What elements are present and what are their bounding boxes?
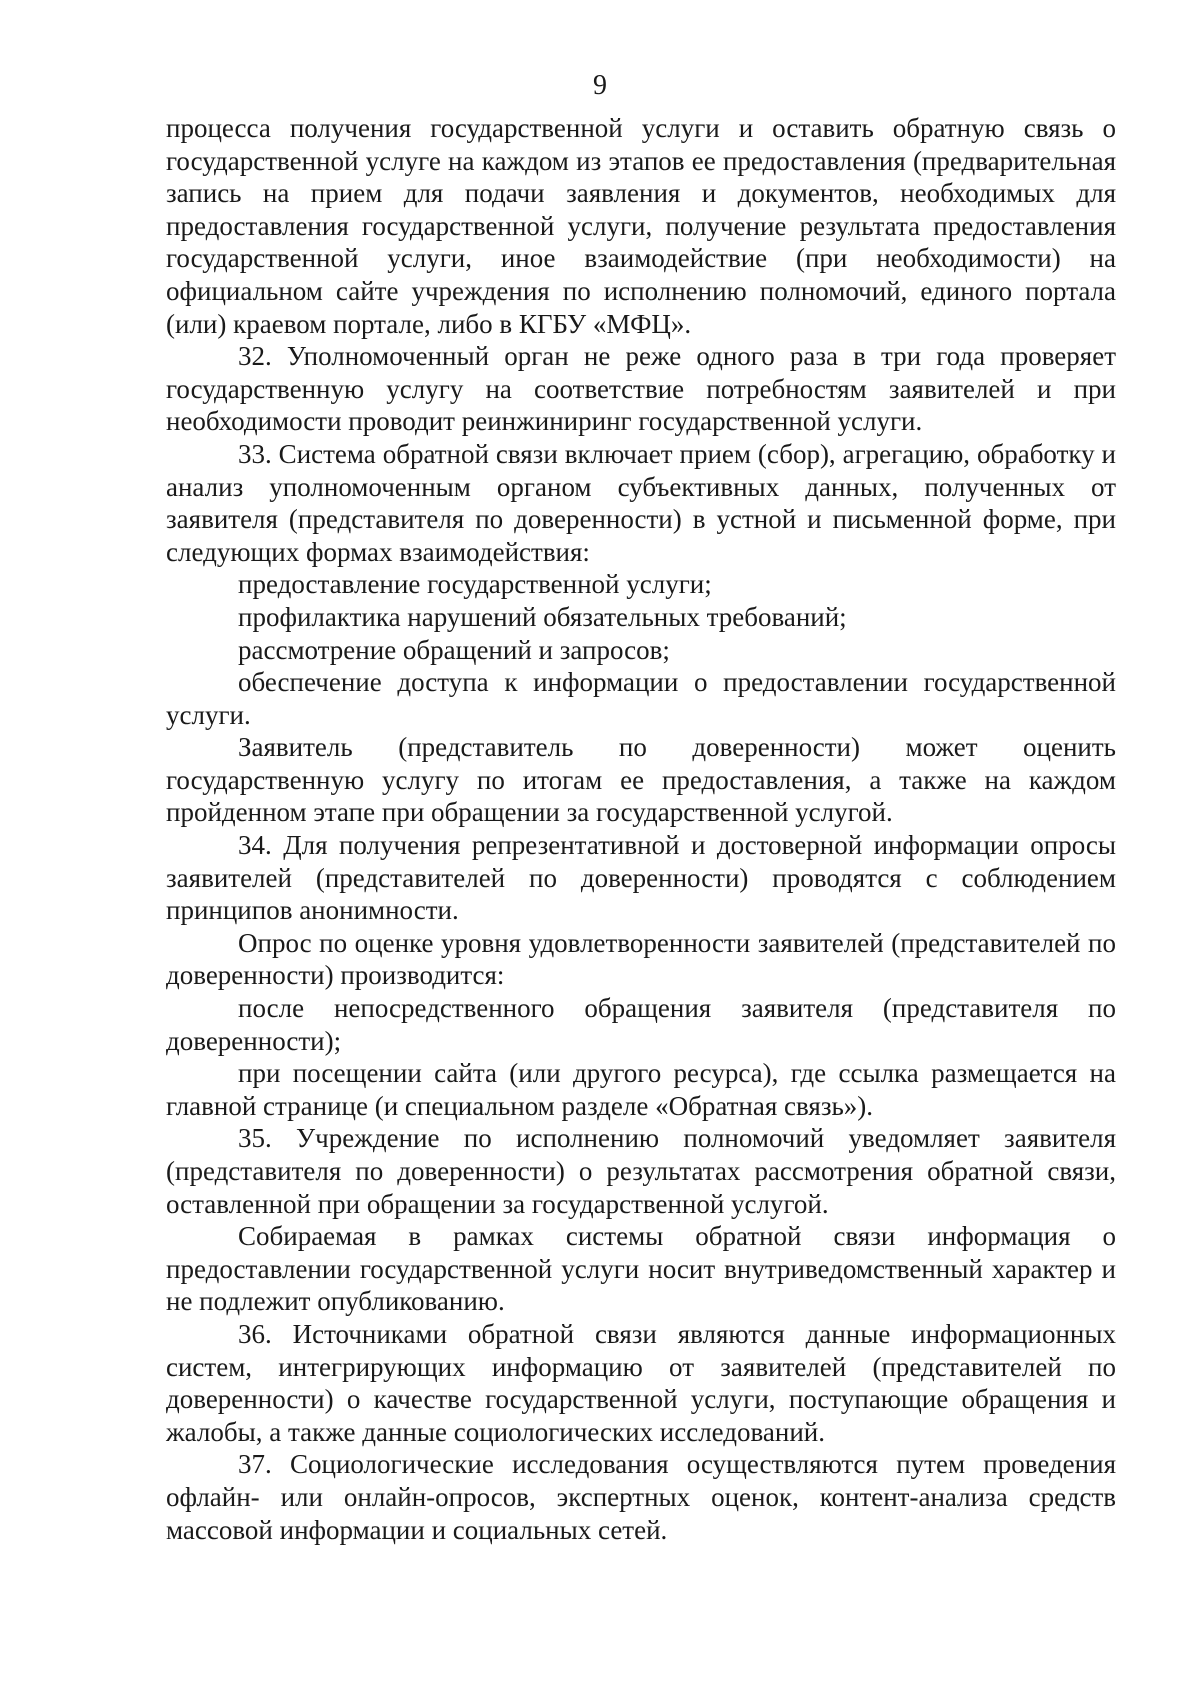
paragraph-37: 37. Социологические исследования осуществляются путем проведения офлайн- или онлайн-опросов, экспертных оценок, контент-анализа средств массовой информации и социальных сетей. xyxy=(166,1449,1116,1545)
list-item-requests: рассмотрение обращений и запросов; xyxy=(238,634,670,665)
list-item-after-visit: после непосредственного обращения заявителя (представителя по доверенности); xyxy=(166,993,1116,1056)
list-item-site-visit: при посещении сайта (или другого ресурса), где ссылка размещается на главной странице (и специальном разделе «Обратная связь»). xyxy=(166,1058,1116,1121)
paragraph-continuation: процесса получения государственной услуги и оставить обратную связь о государственной услуге на каждом из этапов ее предоставления (предварительная запись на прием для подачи заявления и документов, необходимых для предоставления государственной услуги, получение результата предоставления государственной услуги, иное взаимодействие (при необходимости) на официальном сайте учреждения по исполнению полномочий, единого портала (или) краевом портале, либо в КГБУ «МФЦ». xyxy=(166,113,1116,339)
paragraph-32: 32. Уполномоченный орган не реже одного раза в три года проверяет государственную услугу на соответствие потребностям заявителей и при необходимости проводит реинжиниринг государственной услуги. xyxy=(166,341,1116,437)
list-item-prevention: профилактика нарушений обязательных требований; xyxy=(238,601,847,632)
paragraph-survey: Опрос по оценке уровня удовлетворенности заявителей (представителей по доверенности) производится: xyxy=(166,927,1116,991)
list-item-information-access: обеспечение доступа к информации о предоставлении государственной услуги. xyxy=(166,667,1116,730)
paragraph-33: 33. Система обратной связи включает прием (сбор), агрегацию, обработку и анализ уполномоченным органом субъективных данных, полученных от заявителя (представителя по доверенности) в устной и письменной форме, при следующих формах взаимодействия: xyxy=(166,438,1116,567)
list-item-service-provision: предоставление государственной услуги; xyxy=(238,569,712,600)
paragraph-34: 34. Для получения репрезентативной и достоверной информации опросы заявителей (представителей по доверенности) проводятся с соблюдением принципов анонимности. xyxy=(166,830,1116,926)
paragraph-applicant-evaluation: Заявитель (представитель по доверенности) может оценить государственную услугу по итогам ее предоставления, а также на каждом пройденном этапе при обращении за государственной услугой. xyxy=(166,732,1116,828)
paragraph-internal-info: Собираемая в рамках системы обратной связи информация о предоставлении государственной услуги носит внутриведомственный характер и не подлежит опубликованию. xyxy=(166,1221,1116,1317)
paragraph-35: 35. Учреждение по исполнению полномочий уведомляет заявителя (представителя по доверенности) о результатах рассмотрения обратной связи, оставленной при обращении за государственной услугой. xyxy=(166,1123,1116,1219)
page-number: 9 xyxy=(593,70,607,101)
paragraph-36: 36. Источниками обратной связи являются данные информационных систем, интегрирующих информацию от заявителей (представителей по доверенности) о качестве государственной услуги, поступающие обращения и жалобы, а также данные социологических исследований. xyxy=(166,1318,1116,1447)
document-body xyxy=(166,112,1116,1546)
